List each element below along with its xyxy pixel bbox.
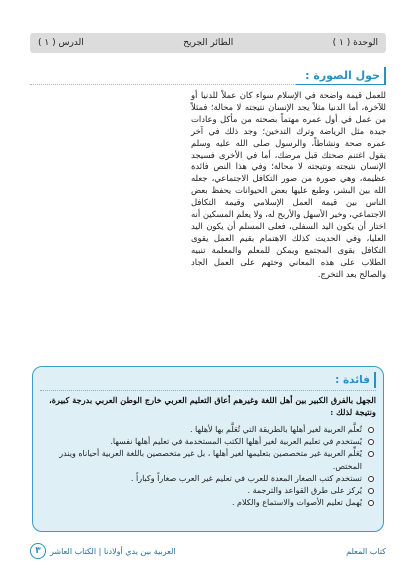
footer-book-title: العربية بين يدي أولادنا | الكتاب العاشر <box>50 546 176 556</box>
lesson-label: الدرس ( ١ ) <box>38 38 84 48</box>
list-item <box>46 473 376 485</box>
section-title: حول الصورة : <box>305 67 386 84</box>
list-item-text: تُعلَّم العربية لغير أهلها بالطريقة التي تُعَلَّم بها لأهلها . <box>189 425 362 434</box>
footer-book-info <box>30 543 176 559</box>
unit-label: الوحدة ( ١ ) <box>332 38 378 48</box>
faida-list <box>46 424 376 509</box>
list-item <box>46 448 376 472</box>
list-item-text: يُركز على طرق القواعد والترجمة . <box>247 486 362 496</box>
page-header <box>30 33 386 53</box>
bullet-icon <box>368 451 374 457</box>
bullet-icon <box>368 427 374 433</box>
faida-intro: الجهل بالفرق الكبير بين أهل اللغة وغيرهم أعاق التعليم العربي خارج الوطن العربي بدرجة كبيرة، ونتيجة لذلك : <box>49 395 376 417</box>
section-divider-accent <box>296 84 386 85</box>
list-item-text: يُهمل تعليم الأصوات والاستماع والكلام . <box>231 498 362 508</box>
page-number: ٣ <box>30 543 46 559</box>
bullet-icon <box>368 500 374 506</box>
list-item-text: يُعَلِّم العربية غير متخصصين بتعليمها لغير أهلها ، بل غير متخصصين باللغة العربية أحياناه ويندر المختص. <box>59 449 362 471</box>
list-item-text: تستخدم كتب الصغار المعدة للعرب في تعليم غير العرب صغاراً وكباراً . <box>130 473 362 483</box>
page-footer <box>30 542 386 560</box>
bullet-icon <box>368 488 374 494</box>
list-item <box>46 436 376 448</box>
list-item <box>46 485 376 497</box>
list-item-text: يُستخدم في تعليم العربية لغير أهلها الكتب المستخدمة في تعليم أهلها نفسها. <box>110 437 362 447</box>
list-item <box>46 497 376 509</box>
footer-label: كتاب المعلم <box>346 546 386 556</box>
list-item <box>46 424 376 436</box>
section-paragraph: للعمل قيمة واضحة في الإسلام سواء كان عملاً للدنيا أو للآخرة، أما الدنيا مثلاً يجد الإنسان نتيجته لا محالة؛ فمثلاً من عمل في أول عمره مهتماً بصحته من مأكل وعادات جيدة مثل الرياضة وترك التدخين؛ وجد ذلك في آخر عمره صحة ونشاطاً، والرسول صلى الله عليه وسلم يقول اغتنم صحتك قبل مرضك، أما في الأخرى فسيجد الإنسان نتيجته ونتيجته لا محالة؛ وفي هذا النص فائدة عظيمة، وهي صورة من صور التكافل الاجتماعي، جعله الله بين البشر، وطبع عليها بعض الحيوانات يحفظ بعض الناس بين قيمة العمل الإسلامي وقيمة التكافل الاجتماعي، وخير الأسهل والأربح له، ولا يعلم المسكين أنه اختار أن يكون اليد السفلى، فعلى المسلم أن يكون اليد العليا، وفي الحديث كذلك الاهتمام بقيم العمل يقوى التكافل بقوى المجتمع ويمكن للمعلم والمعلمة تنبيه الطلاب على هذه المعاني وحثهم على العمل الجاد والصالح بعد التخرج. <box>191 90 386 279</box>
bullet-icon <box>368 439 374 445</box>
bullet-icon <box>368 476 374 482</box>
lesson-title: الطائر الجريح <box>183 38 234 48</box>
faida-divider <box>40 390 376 391</box>
faida-title: فائدة : <box>335 372 376 388</box>
